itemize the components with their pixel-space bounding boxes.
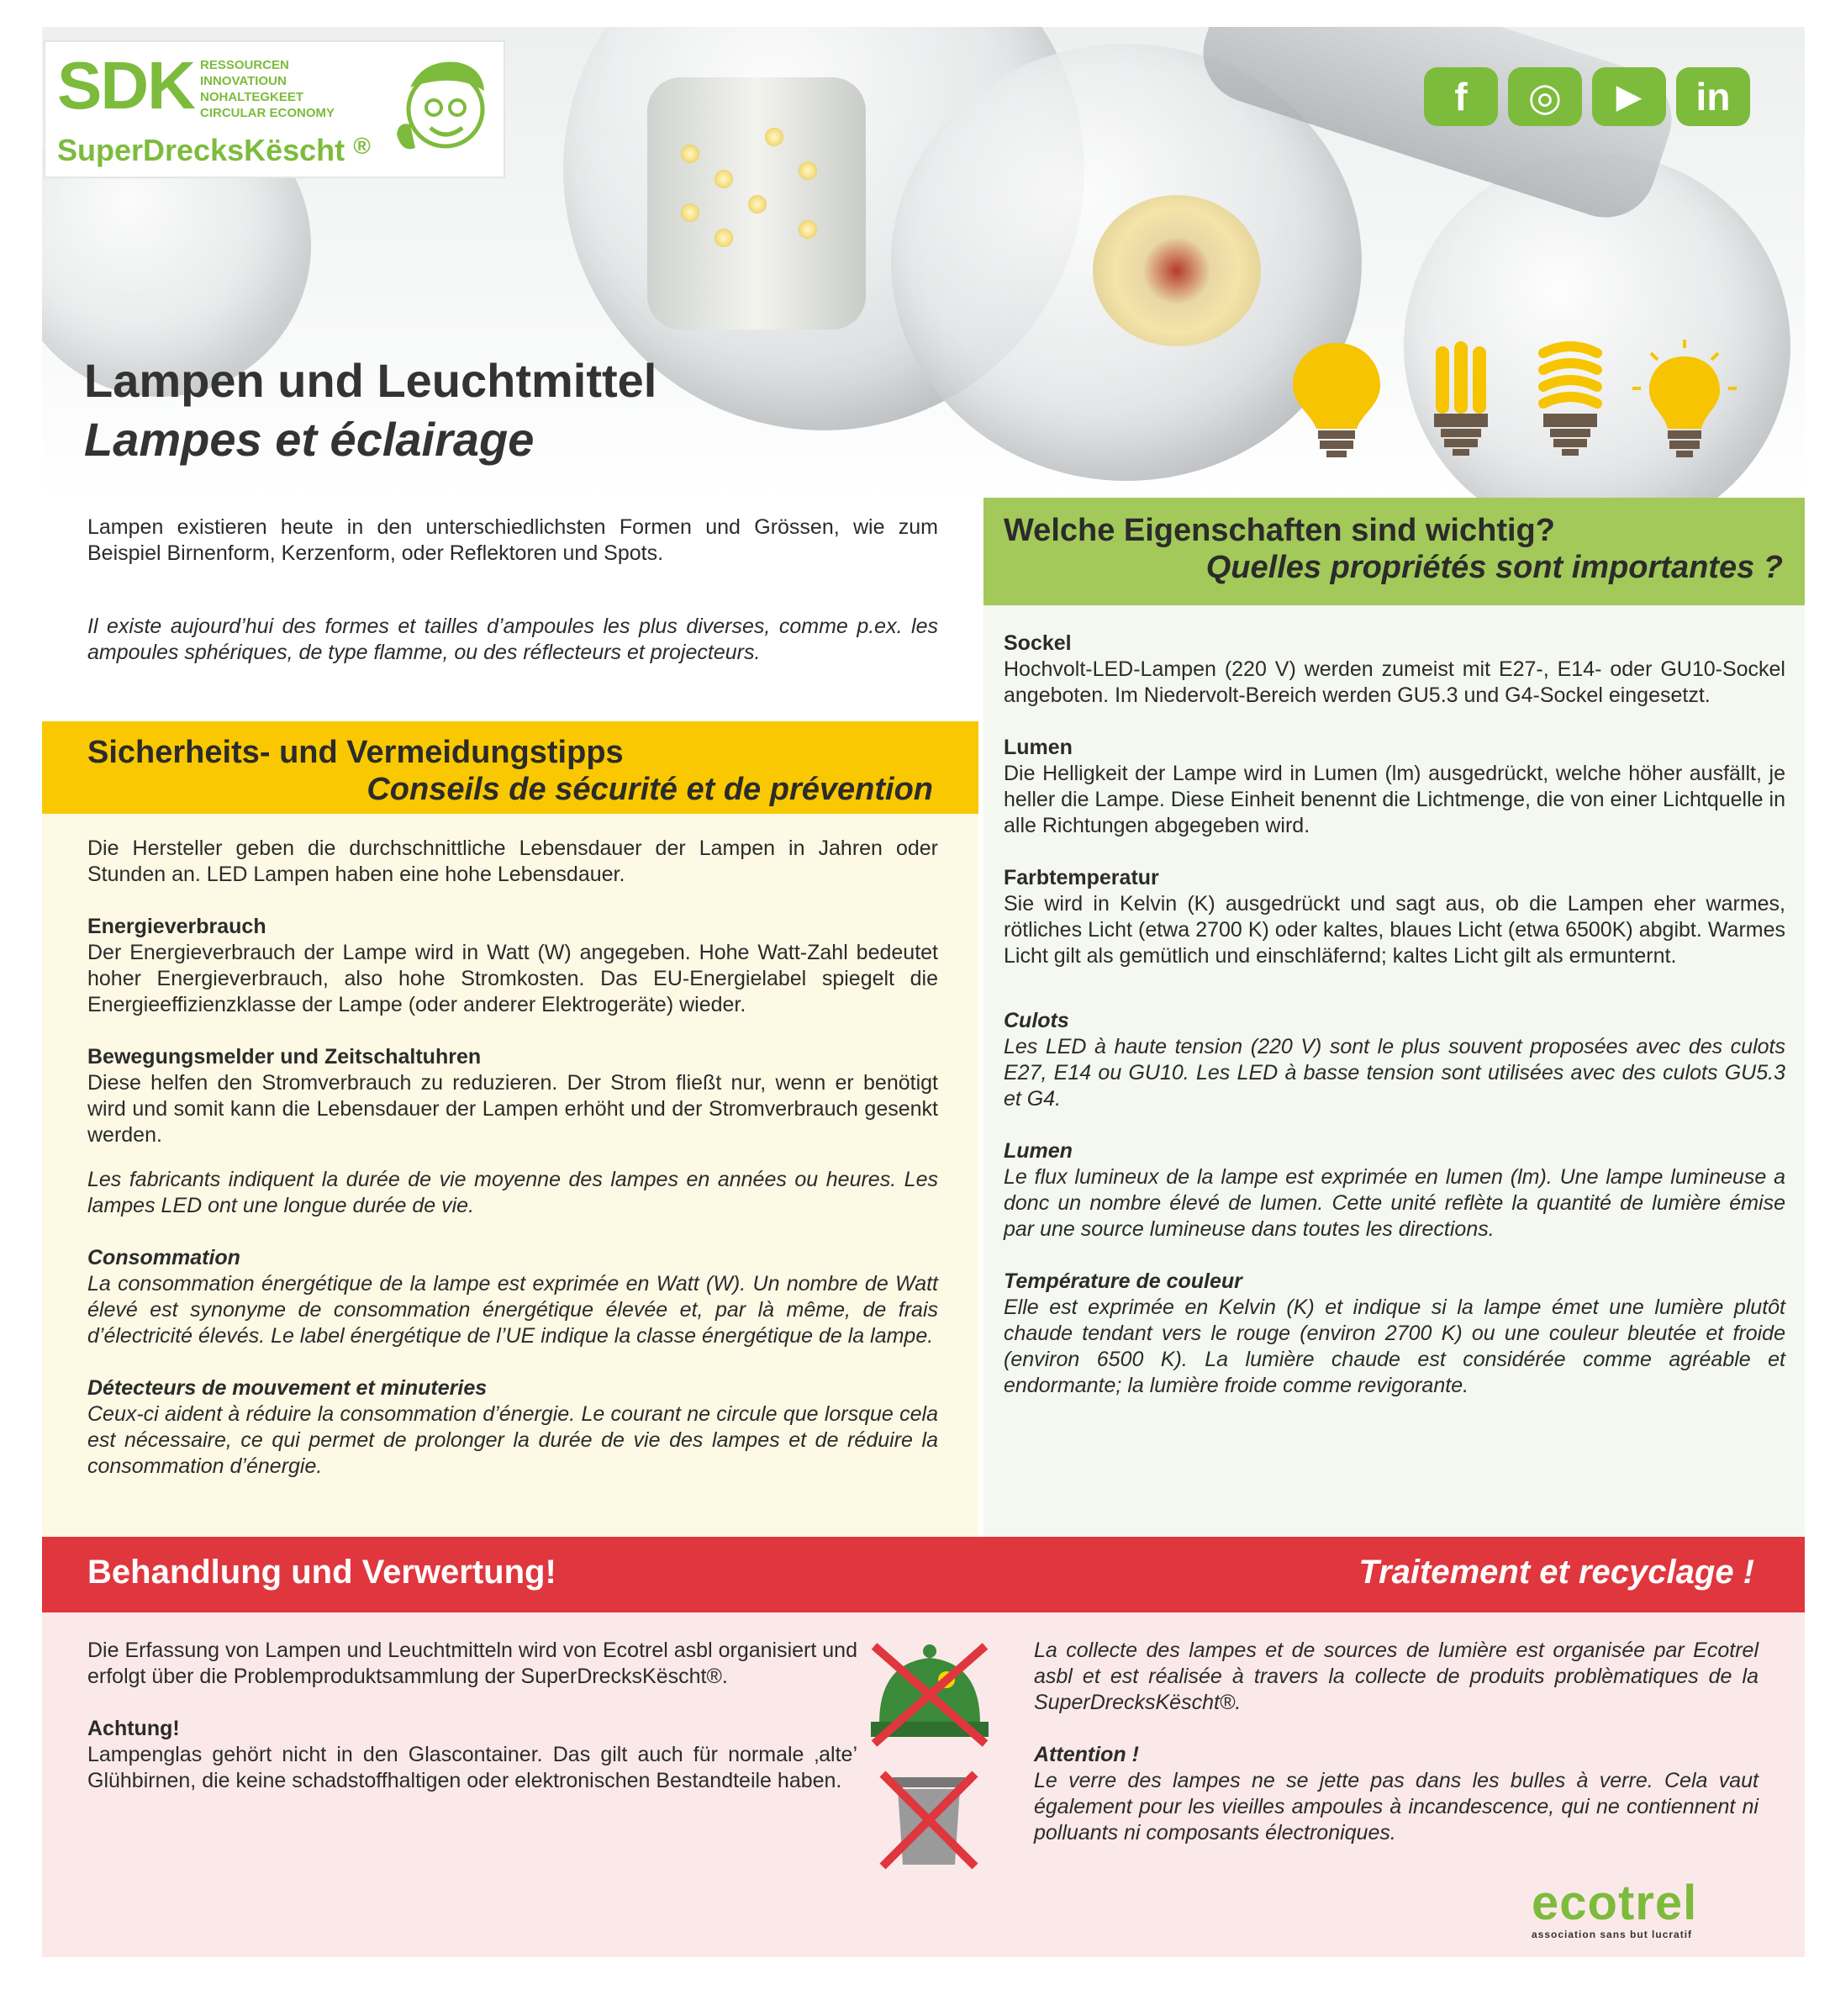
youtube-icon[interactable]: ▶	[1592, 67, 1666, 126]
led	[714, 170, 733, 188]
sdk-mascot-icon	[390, 54, 496, 168]
treatment-text-de: Die Erfassung von Lampen und Leuchtmitteln wird von Ecotrel asbl organisiert und erfolgt über die Problemproduktsammlung der SuperDrecksKëscht®.	[87, 1639, 857, 1688]
farbtemperatur-heading: Farbtemperatur	[1004, 866, 1159, 889]
photo-led-ring	[1093, 195, 1261, 346]
lumen-heading-fr: Lumen	[1004, 1139, 1073, 1163]
temperature-heading-fr: Température de couleur	[1004, 1269, 1242, 1293]
attention-text-de: Lampenglas gehört nicht in den Glascontainer. Das gilt auch für normale ‚alte’ Glühbirnen, die keine schadstoffhaltigen oder elektronischen Bestandteile haben.	[87, 1743, 857, 1792]
motion-text-de: Diese helfen den Stromverbrauch zu reduzieren. Der Strom fließt nur, wenn er benötigt wird und somit kann die Lebensdauer der Lampen erhöht und der Stromverbrauch gesenkt werden.	[87, 1071, 938, 1147]
motion-heading-de: Bewegungsmelder und Zeitschaltuhren	[87, 1045, 482, 1069]
energy-heading-fr: Consommation	[87, 1246, 240, 1269]
intro-text-fr: Il existe aujourd’hui des formes et tailles d’ampoules les plus diverses, comme p.ex. les ampoules sphériques, de type flamme, ou des réflecteurs et projecteurs.	[87, 615, 938, 664]
page-title-de: Lampen und Leuchtmittel	[84, 354, 657, 407]
led-bulb-icon	[1626, 336, 1743, 462]
safety-title-fr: Conseils de sécurité et de prévention	[366, 772, 933, 807]
sdk-tagline: NOHALTEGKEET	[200, 90, 304, 104]
motion-text-fr: Ceux-ci aident à réduire la consommation d’énergie. Le courant ne circule que lorsque cela est nécessaire, ce qui permet de prolonger la durée de vie des lampes et de réduire la consommation d’énergie.	[87, 1402, 938, 1478]
lumen-text-fr: Le flux lumineux de la lampe est exprimée en lumen (lm). Une lampe lumineuse a donc un nombre élevé de lumen. Cette unité reflète la quantité de lumière émise par une source lumineuse dans toutes les directions.	[1004, 1165, 1785, 1241]
energy-text-de: Der Energieverbrauch der Lampe wird in Watt (W) angegeben. Hohe Watt-Zahl bedeutet hoher Energieverbrauch, also hohe Stromkosten. Das EU-Energielabel spiegelt die Energieeffizienzklasse der Lampe (oder anderer Elektrogeräte) wieder.	[87, 941, 938, 1016]
properties-title-fr: Quelles propriétés sont importantes ?	[1205, 550, 1783, 585]
treatment-text-fr: La collecte des lampes et de sources de lumière est organisée par Ecotrel asbl et est réalisée à travers la collecte de produits problèmatiques de la SuperDrecksKëscht®.	[1034, 1639, 1759, 1714]
led	[799, 161, 817, 180]
led	[681, 203, 699, 222]
sdk-logo-taglines	[200, 57, 335, 121]
incandescent-bulb-icon	[1286, 336, 1387, 462]
treatment-title-de: Behandlung und Verwertung!	[87, 1554, 556, 1591]
properties-title-de: Welche Eigenschaften sind wichtig?	[1004, 513, 1555, 548]
led	[714, 229, 733, 247]
instagram-icon[interactable]: ◎	[1508, 67, 1582, 126]
ecotrel-logo-name: ecotrel	[1532, 1876, 1698, 1930]
properties-section-body	[983, 605, 1805, 1537]
sdk-logo-abbr: SDK	[57, 48, 194, 123]
treatment-title-fr: Traitement et recyclage !	[1358, 1554, 1754, 1591]
attention-heading-fr: Attention !	[1034, 1743, 1139, 1766]
facebook-icon[interactable]: f	[1424, 67, 1498, 126]
culots-heading: Culots	[1004, 1009, 1069, 1032]
treatment-section-header	[42, 1537, 1805, 1612]
sdk-reg: ®	[353, 133, 371, 159]
motion-heading-fr: Détecteurs de mouvement et minuteries	[87, 1376, 488, 1400]
attention-text-fr: Le verre des lampes ne se jette pas dans les bulles à verre. Cela vaut également pour les vieilles ampoules à incandescence, qui ne contiennent ni polluants ni composants électroniques.	[1034, 1769, 1759, 1844]
led	[681, 145, 699, 163]
sockel-heading: Sockel	[1004, 631, 1072, 655]
sdk-logo-name	[57, 133, 371, 168]
safety-title-de: Sicherheits- und Vermeidungstipps	[87, 735, 624, 770]
glass-bell-container-crossed-icon	[854, 1639, 1005, 1749]
led	[748, 195, 767, 214]
treatment-section-body	[42, 1612, 1805, 1957]
sdk-tagline: CIRCULAR ECONOMY	[200, 106, 335, 120]
sockel-text: Hochvolt-LED-Lampen (220 V) werden zumeist mit E27-, E14- oder GU10-Sockel angeboten. Im Niedervolt-Bereich werden GU5.3 und G4-Sockel eingesetzt.	[1004, 657, 1785, 707]
safety-intro-de: Die Hersteller geben die durchschnittliche Lebensdauer der Lampen in Jahren oder Stunden an. LED Lampen haben eine hohe Lebensdauer.	[87, 836, 938, 886]
cfl-tube-bulb-icon	[1419, 336, 1503, 462]
lumen-heading-de: Lumen	[1004, 736, 1073, 759]
energy-text-fr: La consommation énergétique de la lampe est exprimée en Watt (W). Un nombre de Watt élevé est synonyme de consommation énergétique élevée et, par là même, de frais d’électricité élevés. Le label énergétique de l’UE indique la classe énergétique de la lampe.	[87, 1272, 938, 1348]
led	[799, 220, 817, 239]
attention-heading-de: Achtung!	[87, 1717, 180, 1740]
ecotrel-logo[interactable]	[1532, 1878, 1775, 1945]
sdk-tagline: RESSOURCEN	[200, 58, 289, 72]
energy-heading-de: Energieverbrauch	[87, 915, 266, 938]
safety-section-header	[42, 721, 978, 814]
properties-section-header	[983, 498, 1805, 605]
sdk-tagline: INNOVATIOUN	[200, 74, 287, 88]
lumen-text-de: Die Helligkeit der Lampe wird in Lumen (lm) ausgedrückt, welche höher ausfällt, je heller die Lampe. Diese Einheit benennt die Lichtmenge, die von einer Lichtquelle in alle Richtungen abgegeben wird.	[1004, 762, 1785, 837]
temperature-text-fr: Elle est exprimée en Kelvin (K) et indique si la lampe émet une lumière plutôt chaude tendant vers le rouge (environ 2700 K) ou une couleur bleutée et froide (environ 6500 K). La lumière chaude est considérée comme agréable et endormante; la lumière froide comme revigorante.	[1004, 1296, 1785, 1397]
culots-text: Les LED à haute tension (220 V) sont le plus souvent proposées avec des culots E27, E14 ou GU10. Les LED à basse tension sont utilisées avec des culots GU5.3 et G4.	[1004, 1035, 1785, 1111]
linkedin-icon[interactable]: in	[1676, 67, 1750, 126]
ecotrel-tagline: association sans but lucratif	[1532, 1929, 1693, 1940]
intro-text-de: Lampen existieren heute in den unterschiedlichsten Formen und Grössen, wie zum Beispiel Birnenform, Kerzenform, oder Reflektoren und Spots.	[87, 515, 938, 565]
cfl-spiral-bulb-icon	[1528, 336, 1612, 462]
page-title-fr: Lampes et éclairage	[84, 413, 535, 466]
sdk-name-text: SuperDrecksKëscht	[57, 133, 345, 167]
led	[765, 128, 783, 146]
farbtemperatur-text: Sie wird in Kelvin (K) ausgedrückt und sagt aus, ob die Lampen eher warmes, rötliches Licht (etwa 2700 K) oder kaltes, blaues Licht (etwa 6500K) abgibt. Warmes Licht gilt als gemütlich und einschläfernd; kaltes Licht gilt als ermunternt.	[1004, 892, 1785, 968]
safety-section-body	[42, 814, 978, 1537]
sdk-logo[interactable]	[44, 40, 505, 178]
waste-bin-crossed-icon	[874, 1765, 983, 1875]
safety-intro-fr: Les fabricants indiquent la durée de vie moyenne des lampes en années ou heures. Les lampes LED ont une longue durée de vie.	[87, 1168, 938, 1217]
